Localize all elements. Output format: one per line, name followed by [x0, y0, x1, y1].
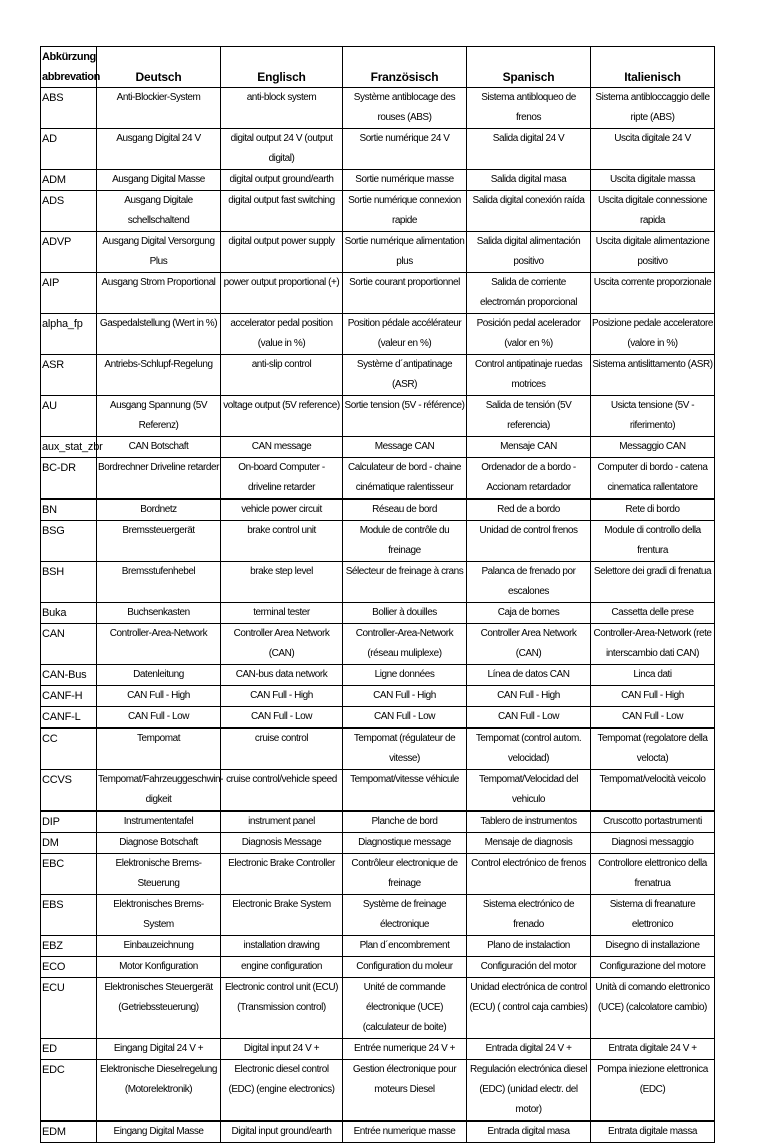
table-row	[41, 957, 715, 978]
cell-franzoesisch: Diagnostique message	[343, 833, 467, 854]
cell-spanisch: Tablero de instrumentos	[467, 811, 591, 833]
header-spanisch: Spanisch	[467, 47, 591, 88]
cell-deutsch: Eingang Digital Masse	[97, 1121, 221, 1143]
cell-franzoesisch: Module de contrôle du freinage	[343, 521, 467, 562]
cell-deutsch: Ausgang Digitale schellschaltend	[97, 191, 221, 232]
table-row	[41, 936, 715, 957]
cell-abbreviation: CANF-H	[41, 686, 97, 707]
cell-franzoesisch: Sortie numérique masse	[343, 170, 467, 191]
cell-italienisch: Configurazione del motore	[591, 957, 715, 978]
cell-spanisch: Palanca de frenado por escalones	[467, 562, 591, 603]
cell-englisch: CAN message	[221, 437, 343, 458]
cell-spanisch: Configuración del motor	[467, 957, 591, 978]
cell-spanisch: Salida de corriente electromán proporcional	[467, 273, 591, 314]
cell-italienisch: Sistema antibloccaggio delle ripte (ABS)	[591, 88, 715, 129]
cell-deutsch: Bordrechner Driveline retarder	[97, 458, 221, 500]
header-englisch: Englisch	[221, 47, 343, 88]
table-row	[41, 562, 715, 603]
cell-franzoesisch: Système de freinage électronique	[343, 895, 467, 936]
table-row	[41, 811, 715, 833]
table-row	[41, 603, 715, 624]
table-row	[41, 1121, 715, 1143]
cell-deutsch: Elektronisches Brems-System	[97, 895, 221, 936]
cell-englisch: power output proportional (+)	[221, 273, 343, 314]
cell-deutsch: Datenleitung	[97, 665, 221, 686]
cell-franzoesisch: Sortie numérique connexion rapide	[343, 191, 467, 232]
table-header	[41, 47, 715, 88]
header-deutsch: Deutsch	[97, 47, 221, 88]
cell-italienisch: Uscita digitale 24 V	[591, 129, 715, 170]
cell-deutsch: Instrumententafel	[97, 811, 221, 833]
cell-englisch: Controller Area Network (CAN)	[221, 624, 343, 665]
cell-franzoesisch: Calculateur de bord - chaine cinématique ralentisseur	[343, 458, 467, 500]
cell-englisch: cruise control	[221, 728, 343, 770]
cell-spanisch: Mensaje de diagnosis	[467, 833, 591, 854]
cell-italienisch: Disegno di installazione	[591, 936, 715, 957]
header-abbr-line1: Abkürzung	[42, 51, 96, 63]
cell-franzoesisch: Plan d´encombrement	[343, 936, 467, 957]
cell-deutsch: Controller-Area-Network	[97, 624, 221, 665]
cell-abbreviation: AIP	[41, 273, 97, 314]
cell-deutsch: CAN Full - High	[97, 686, 221, 707]
cell-abbreviation: ADVP	[41, 232, 97, 273]
cell-spanisch: Control antipatinaje ruedas motrices	[467, 355, 591, 396]
cell-englisch: Diagnosis Message	[221, 833, 343, 854]
table-row	[41, 728, 715, 770]
cell-italienisch: Cassetta delle prese	[591, 603, 715, 624]
cell-abbreviation: EDM	[41, 1121, 97, 1143]
table-row	[41, 854, 715, 895]
cell-englisch: CAN Full - High	[221, 686, 343, 707]
cell-franzoesisch: Sortie numérique 24 V	[343, 129, 467, 170]
cell-englisch: Electronic control unit (ECU) (Transmission control)	[221, 978, 343, 1039]
cell-italienisch: Diagnosi messaggio	[591, 833, 715, 854]
cell-englisch: vehicle power circuit	[221, 499, 343, 521]
cell-franzoesisch: Entrée numerique masse	[343, 1121, 467, 1143]
cell-italienisch: Cruscotto portastrumenti	[591, 811, 715, 833]
table-row	[41, 978, 715, 1039]
cell-deutsch: Ausgang Digital Masse	[97, 170, 221, 191]
cell-abbreviation: CAN	[41, 624, 97, 665]
cell-franzoesisch: Gestion électronique pour moteurs Diesel	[343, 1060, 467, 1122]
table-row	[41, 499, 715, 521]
cell-spanisch: Salida digital conexión raída	[467, 191, 591, 232]
cell-italienisch: Uscita digitale massa	[591, 170, 715, 191]
cell-abbreviation: aux_stat_zbr	[41, 437, 97, 458]
cell-deutsch: Elektronische Dieselregelung (Motorelektronik)	[97, 1060, 221, 1122]
table-row	[41, 396, 715, 437]
cell-deutsch: Buchsenkasten	[97, 603, 221, 624]
table-row	[41, 707, 715, 729]
cell-deutsch: Elektronische Brems-Steuerung	[97, 854, 221, 895]
cell-englisch: cruise control/vehicle speed	[221, 770, 343, 812]
table-row	[41, 1060, 715, 1122]
cell-abbreviation: AD	[41, 129, 97, 170]
cell-franzoesisch: Système d´antipatinage (ASR)	[343, 355, 467, 396]
cell-abbreviation: CCVS	[41, 770, 97, 812]
cell-abbreviation: CAN-Bus	[41, 665, 97, 686]
cell-englisch: engine configuration	[221, 957, 343, 978]
cell-englisch: anti-block system	[221, 88, 343, 129]
cell-deutsch: Antriebs-Schlupf-Regelung	[97, 355, 221, 396]
table-row	[41, 686, 715, 707]
cell-deutsch: Ausgang Spannung (5V Referenz)	[97, 396, 221, 437]
cell-abbreviation: EDC	[41, 1060, 97, 1122]
cell-abbreviation: BSH	[41, 562, 97, 603]
cell-italienisch: Controller-Area-Network (rete interscambio dati CAN)	[591, 624, 715, 665]
cell-englisch: digital output fast switching	[221, 191, 343, 232]
cell-abbreviation: AU	[41, 396, 97, 437]
cell-spanisch: Controller Area Network (CAN)	[467, 624, 591, 665]
cell-spanisch: Salida digital masa	[467, 170, 591, 191]
cell-franzoesisch: Planche de bord	[343, 811, 467, 833]
cell-franzoesisch: Tempomat/vitesse véhicule	[343, 770, 467, 812]
cell-deutsch: Eingang Digital 24 V +	[97, 1039, 221, 1060]
cell-italienisch: Computer di bordo - catena cinematica rallentatore	[591, 458, 715, 500]
table-row	[41, 355, 715, 396]
cell-abbreviation: BSG	[41, 521, 97, 562]
cell-franzoesisch: CAN Full - High	[343, 686, 467, 707]
cell-italienisch: Messaggio CAN	[591, 437, 715, 458]
cell-italienisch: Usicta tensione (5V - riferimento)	[591, 396, 715, 437]
cell-spanisch: Ordenador de a bordo - Accionam retardador	[467, 458, 591, 500]
table-row	[41, 665, 715, 686]
cell-abbreviation: ED	[41, 1039, 97, 1060]
cell-spanisch: Plano de instalaction	[467, 936, 591, 957]
cell-franzoesisch: Message CAN	[343, 437, 467, 458]
cell-spanisch: Control electrónico de frenos	[467, 854, 591, 895]
cell-abbreviation: ADM	[41, 170, 97, 191]
cell-englisch: CAN Full - Low	[221, 707, 343, 729]
cell-spanisch: Posición pedal acelerador (valor en %)	[467, 314, 591, 355]
cell-deutsch: Gaspedalstellung (Wert in %)	[97, 314, 221, 355]
cell-deutsch: Einbauzeichnung	[97, 936, 221, 957]
cell-spanisch: CAN Full - High	[467, 686, 591, 707]
cell-abbreviation: ECU	[41, 978, 97, 1039]
cell-spanisch: Mensaje CAN	[467, 437, 591, 458]
cell-italienisch: CAN Full - High	[591, 686, 715, 707]
cell-englisch: terminal tester	[221, 603, 343, 624]
cell-abbreviation: ABS	[41, 88, 97, 129]
header-abbreviation	[41, 47, 100, 88]
cell-italienisch: Rete di bordo	[591, 499, 715, 521]
cell-spanisch: Unidad de control frenos	[467, 521, 591, 562]
cell-italienisch: Linca dati	[591, 665, 715, 686]
cell-abbreviation: EBZ	[41, 936, 97, 957]
cell-abbreviation: alpha_fp	[41, 314, 97, 355]
cell-franzoesisch: Sortie courant proportionnel	[343, 273, 467, 314]
cell-franzoesisch: Réseau de bord	[343, 499, 467, 521]
cell-italienisch: Entrata digitale 24 V +	[591, 1039, 715, 1060]
cell-abbreviation: BN	[41, 499, 97, 521]
cell-englisch: Electronic diesel control (EDC) (engine electronics)	[221, 1060, 343, 1122]
cell-deutsch: Ausgang Strom Proportional	[97, 273, 221, 314]
header-franzoesisch: Französisch	[343, 47, 467, 88]
cell-italienisch: Tempomat (regolatore della velocta)	[591, 728, 715, 770]
cell-englisch: digital output power supply	[221, 232, 343, 273]
cell-abbreviation: DM	[41, 833, 97, 854]
cell-spanisch: Entrada digital masa	[467, 1121, 591, 1143]
cell-italienisch: Selettore dei gradi di frenatua	[591, 562, 715, 603]
cell-italienisch: Tempomat/velocità veicolo	[591, 770, 715, 812]
table-row	[41, 170, 715, 191]
cell-abbreviation: Buka	[41, 603, 97, 624]
cell-spanisch: Red de a bordo	[467, 499, 591, 521]
cell-italienisch: Posizione pedale acceleratore (valore in %)	[591, 314, 715, 355]
cell-italienisch: Uscita digitale alimentazione positivo	[591, 232, 715, 273]
cell-franzoesisch: Tempomat (régulateur de vitesse)	[343, 728, 467, 770]
cell-spanisch: Caja de bornes	[467, 603, 591, 624]
cell-italienisch: Entrata digitale massa	[591, 1121, 715, 1143]
cell-spanisch: Salida de tensión (5V referencia)	[467, 396, 591, 437]
table-row	[41, 314, 715, 355]
cell-spanisch: Unidad electrónica de control (ECU) ( control caja cambies)	[467, 978, 591, 1039]
cell-englisch: On-board Computer - driveline retarder	[221, 458, 343, 500]
table-row	[41, 191, 715, 232]
cell-deutsch: Bremssteuergerät	[97, 521, 221, 562]
cell-spanisch: Salida digital alimentación positivo	[467, 232, 591, 273]
cell-spanisch: Entrada digital 24 V +	[467, 1039, 591, 1060]
table-body	[41, 88, 715, 1143]
abbreviation-table	[40, 46, 715, 1143]
cell-abbreviation: ADS	[41, 191, 97, 232]
cell-franzoesisch: Configuration du moleur	[343, 957, 467, 978]
cell-italienisch: Unità di comando elettronico (UCE) (calcolatore cambio)	[591, 978, 715, 1039]
cell-spanisch: Tempomat (control autom. velocidad)	[467, 728, 591, 770]
cell-italienisch: Sistema di freanature elettronico	[591, 895, 715, 936]
cell-franzoesisch: Entrée numerique 24 V +	[343, 1039, 467, 1060]
cell-deutsch: Ausgang Digital Versorgung Plus	[97, 232, 221, 273]
cell-franzoesisch: Sortie tension (5V - référence)	[343, 396, 467, 437]
cell-englisch: Electronic Brake System	[221, 895, 343, 936]
table-row	[41, 895, 715, 936]
table-row	[41, 273, 715, 314]
cell-englisch: Digital input ground/earth	[221, 1121, 343, 1143]
cell-englisch: CAN-bus data network	[221, 665, 343, 686]
cell-franzoesisch: CAN Full - Low	[343, 707, 467, 729]
cell-englisch: digital output 24 V (output digital)	[221, 129, 343, 170]
cell-italienisch: Pompa iniezione elettronica (EDC)	[591, 1060, 715, 1122]
cell-abbreviation: DIP	[41, 811, 97, 833]
cell-deutsch: Diagnose Botschaft	[97, 833, 221, 854]
cell-deutsch: Ausgang Digital 24 V	[97, 129, 221, 170]
cell-abbreviation: CC	[41, 728, 97, 770]
cell-deutsch: Bremsstufenhebel	[97, 562, 221, 603]
cell-deutsch: CAN Botschaft	[97, 437, 221, 458]
cell-englisch: brake control unit	[221, 521, 343, 562]
table-row	[41, 458, 715, 500]
table-row	[41, 833, 715, 854]
cell-englisch: Electronic Brake Controller	[221, 854, 343, 895]
cell-franzoesisch: Système antiblocage des rouses (ABS)	[343, 88, 467, 129]
cell-franzoesisch: Unité de commande électronique (UCE) (calculateur de boite)	[343, 978, 467, 1039]
cell-englisch: Digital input 24 V +	[221, 1039, 343, 1060]
table-row	[41, 1039, 715, 1060]
table-row	[41, 88, 715, 129]
cell-deutsch: Tempomat	[97, 728, 221, 770]
cell-spanisch: Tempomat/Velocidad del vehiculo	[467, 770, 591, 812]
cell-italienisch: Sistema antislittamento (ASR)	[591, 355, 715, 396]
cell-franzoesisch: Position pédale accélérateur (valeur en %)	[343, 314, 467, 355]
cell-spanisch: Sistema electrónico de frenado	[467, 895, 591, 936]
cell-italienisch: Uscita corrente proporzionale	[591, 273, 715, 314]
cell-englisch: installation drawing	[221, 936, 343, 957]
cell-deutsch: Motor Konfiguration	[97, 957, 221, 978]
cell-italienisch: Uscita digitale connessione rapida	[591, 191, 715, 232]
cell-franzoesisch: Sélecteur de freinage à crans	[343, 562, 467, 603]
cell-abbreviation: EBC	[41, 854, 97, 895]
cell-deutsch: Tempomat/Fahrzeuggeschwin-digkeit	[97, 770, 221, 812]
cell-franzoesisch: Bollier à douilles	[343, 603, 467, 624]
cell-deutsch: Anti-Blockier-System	[97, 88, 221, 129]
header-italienisch: Italienisch	[591, 47, 715, 88]
cell-englisch: voltage output (5V reference)	[221, 396, 343, 437]
table-row	[41, 624, 715, 665]
cell-abbreviation: BC-DR	[41, 458, 97, 500]
cell-abbreviation: EBS	[41, 895, 97, 936]
cell-italienisch: Module di controllo della frentura	[591, 521, 715, 562]
cell-italienisch: Controllore elettronico della frenatrua	[591, 854, 715, 895]
cell-franzoesisch: Sortie numérique alimentation plus	[343, 232, 467, 273]
cell-abbreviation: ECO	[41, 957, 97, 978]
cell-deutsch: Elektronisches Steuergerät (Getriebssteuerung)	[97, 978, 221, 1039]
cell-deutsch: Bordnetz	[97, 499, 221, 521]
cell-englisch: anti-slip control	[221, 355, 343, 396]
cell-abbreviation: ASR	[41, 355, 97, 396]
table-row	[41, 437, 715, 458]
table-row	[41, 770, 715, 812]
cell-englisch: brake step level	[221, 562, 343, 603]
cell-franzoesisch: Controller-Area-Network (réseau muliplexe)	[343, 624, 467, 665]
cell-franzoesisch: Contrôleur electronique de freinage	[343, 854, 467, 895]
header-abbr-line2: abbrevation	[42, 71, 100, 83]
cell-englisch: accelerator pedal position (value in %)	[221, 314, 343, 355]
cell-franzoesisch: Ligne données	[343, 665, 467, 686]
table-row	[41, 232, 715, 273]
cell-englisch: instrument panel	[221, 811, 343, 833]
cell-deutsch: CAN Full - Low	[97, 707, 221, 729]
cell-spanisch: Regulación electrónica diesel (EDC) (unidad electr. del motor)	[467, 1060, 591, 1122]
cell-italienisch: CAN Full - Low	[591, 707, 715, 729]
cell-spanisch: Sistema antibloqueo de frenos	[467, 88, 591, 129]
table-row	[41, 521, 715, 562]
cell-spanisch: Línea de datos CAN	[467, 665, 591, 686]
table-row	[41, 129, 715, 170]
cell-abbreviation: CANF-L	[41, 707, 97, 729]
cell-spanisch: Salida digital 24 V	[467, 129, 591, 170]
cell-englisch: digital output ground/earth	[221, 170, 343, 191]
cell-spanisch: CAN Full - Low	[467, 707, 591, 729]
